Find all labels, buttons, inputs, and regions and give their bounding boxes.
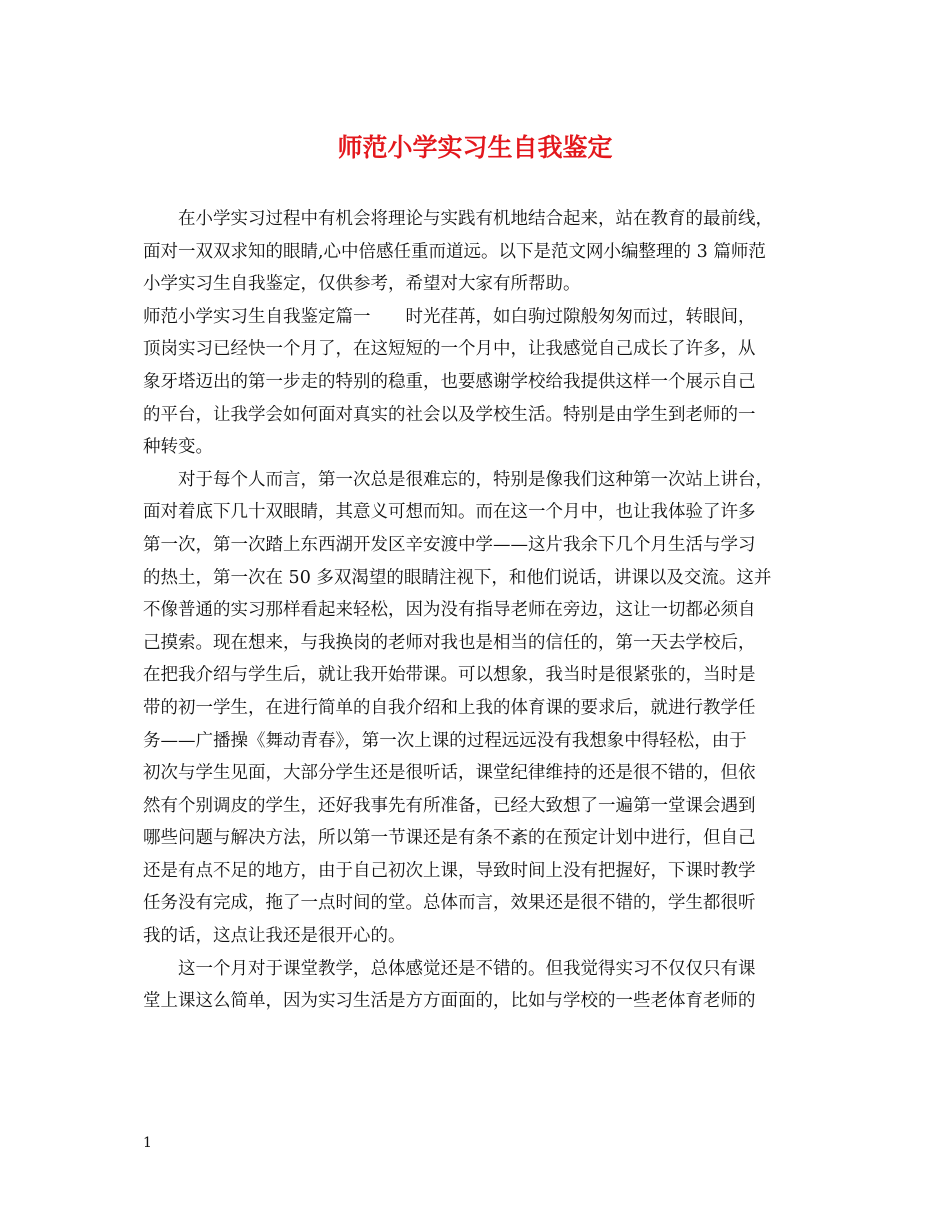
page-number: 1 xyxy=(143,1135,152,1151)
body-line: 然有个别调皮的学生，还好我事先有所准备，已经大致想了一遍第一堂课会遇到 xyxy=(143,795,756,816)
body-line: 在把我介绍与学生后，就让我开始带课。可以想象，我当时是很紧张的，当时是 xyxy=(143,665,756,686)
body-line: 第一次，第一次踏上东西湖开发区辛安渡中学——这片我余下几个月生活与学习 xyxy=(143,534,756,555)
body-line: 这一个月对于课堂教学，总体感觉还是不错的。但我觉得实习不仅仅只有课 xyxy=(143,958,756,979)
body-line: 务——广播操《舞动青春》，第一次上课的过程远远没有我想象中得轻松，由于 xyxy=(143,730,747,751)
body-line: 对于每个人而言，第一次总是很难忘的，特别是像我们这种第一次站上讲台， xyxy=(143,469,773,490)
body-line: 面对着底下几十双眼睛，其意义可想而知。而在这一个月中，也让我体验了许多 xyxy=(143,502,756,523)
document-body xyxy=(143,203,818,1018)
body-line: 己摸索。现在想来，与我换岗的老师对我也是相当的信任的，第一天去学校后， xyxy=(143,632,756,653)
body-line: 种转变。 xyxy=(143,437,213,458)
body-line: 任务没有完成，拖了一点时间的堂。总体而言，效果还是很不错的，学生都很听 xyxy=(143,893,756,914)
body-line: 哪些问题与解决方法，所以第一节课还是有条不紊的在预定计划中进行，但自己 xyxy=(143,828,756,849)
body-line: 的热土，第一次在 50 多双渴望的眼睛注视下，和他们说话，讲课以及交流。这并 xyxy=(143,567,772,588)
body-line: 师范小学实习生自我鉴定篇一 时光荏苒，如白驹过隙般匆匆而过，转眼间， xyxy=(143,306,756,327)
body-line: 不像普通的实习那样看起来轻松，因为没有指导老师在旁边，这让一切都必须自 xyxy=(143,600,756,621)
body-line: 在小学实习过程中有机会将理论与实践有机地结合起来，站在教育的最前线， xyxy=(143,209,773,229)
body-line: 小学实习生自我鉴定，仅供参考，希望对大家有所帮助。 xyxy=(143,274,581,295)
body-line: 顶岗实习已经快一个月了，在这短短的一个月中，让我感觉自己成长了许多，从 xyxy=(143,339,756,360)
body-line: 的平台，让我学会如何面对真实的社会以及学校生活。特别是由学生到老师的一 xyxy=(143,404,756,425)
body-line: 带的初一学生，在进行简单的自我介绍和上我的体育课的要求后，就进行教学任 xyxy=(143,697,756,718)
body-line: 初次与学生见面，大部分学生还是很听话，课堂纪律维持的还是很不错的，但依 xyxy=(143,763,756,784)
body-line: 象牙塔迈出的第一步走的特别的稳重，也要感谢学校给我提供这样一个展示自己 xyxy=(143,371,756,392)
body-line: 堂上课这么简单，因为实习生活是方方面面的，比如与学校的一些老体育老师的 xyxy=(143,991,756,1012)
body-line: 我的话，这点让我还是很开心的。 xyxy=(143,926,406,947)
document-title: 师范小学实习生自我鉴定 xyxy=(337,133,613,162)
body-line: 面对一双双求知的眼睛,心中倍感任重而道远。以下是范文网小编整理的 3 篇师范 xyxy=(143,241,766,262)
body-line: 还是有点不足的地方，由于自己初次上课，导致时间上没有把握好，下课时教学 xyxy=(143,860,756,881)
